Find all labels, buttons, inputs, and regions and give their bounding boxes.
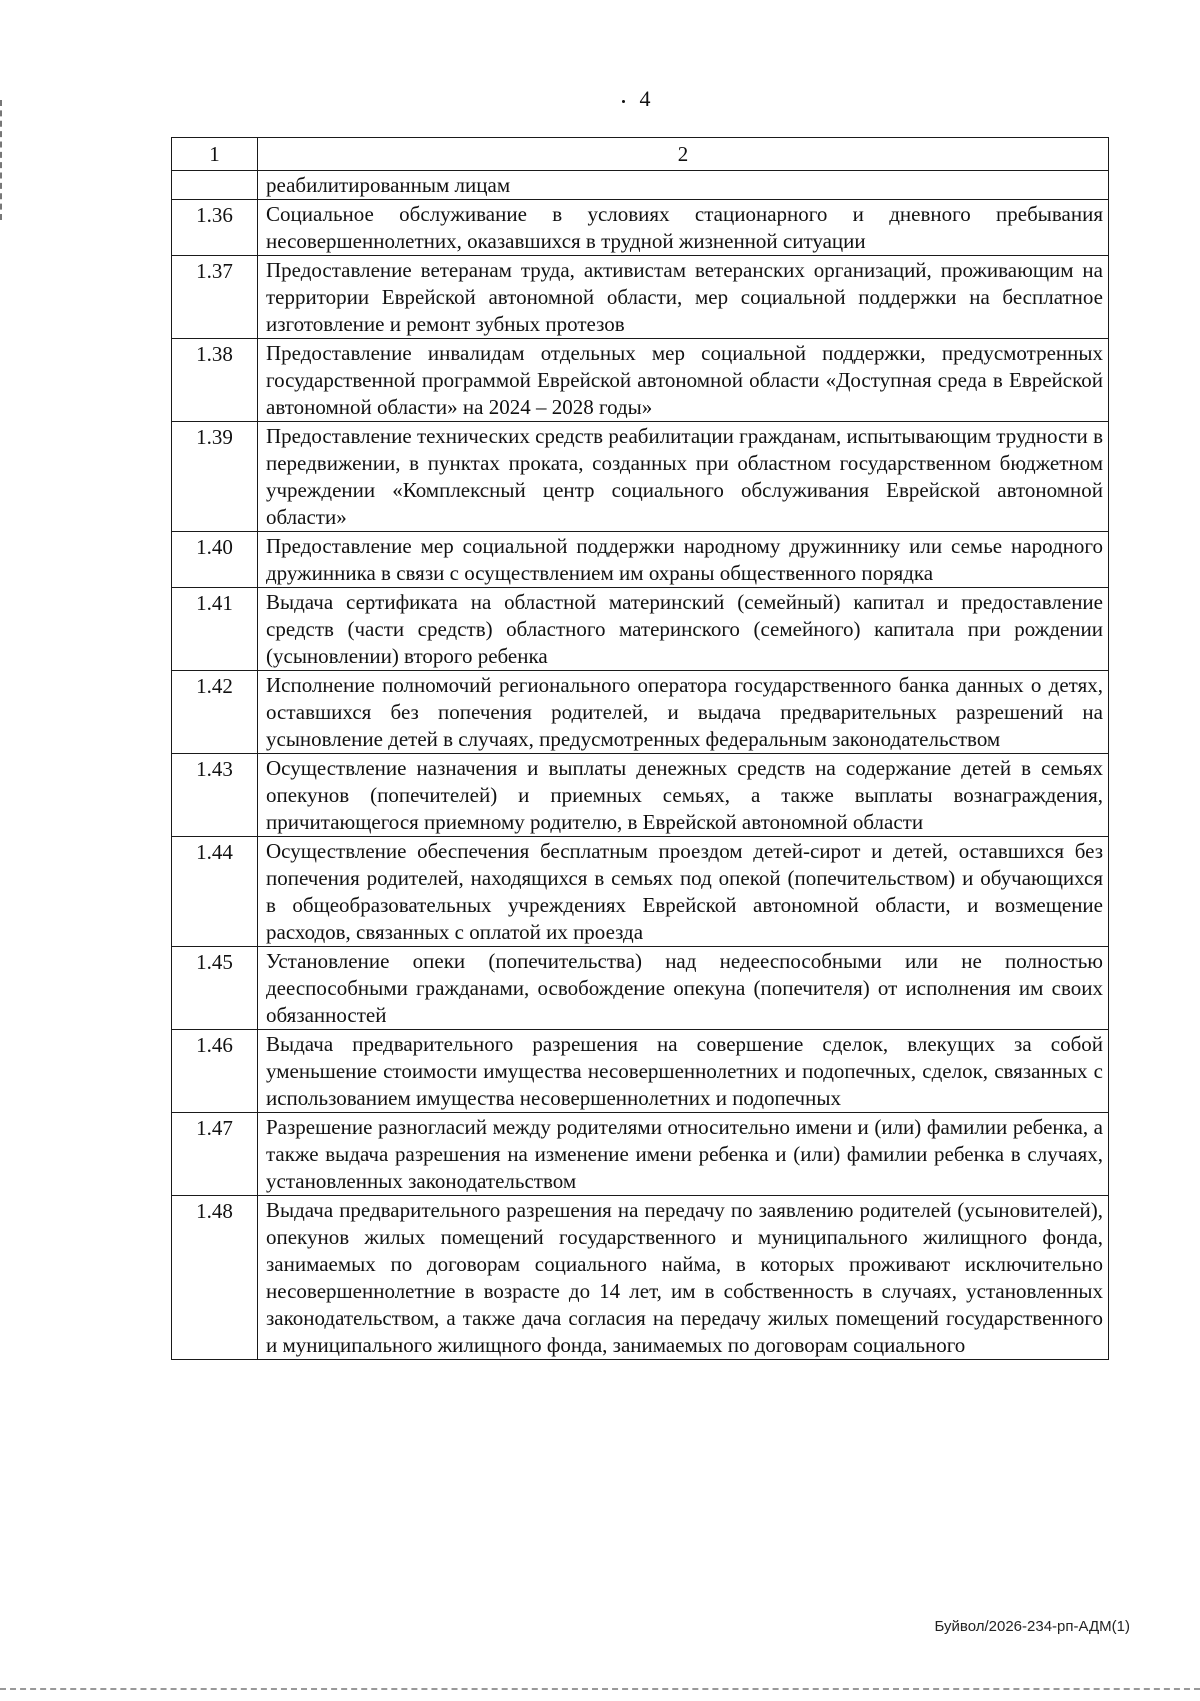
- row-text: Разрешение разногласий между родителями относительно имени и (или) фамилии ребенка, а также выдача разрешения на изменение имени ребенка и (или) фамилии ребенка в случаях, установленных законодательством: [258, 1113, 1109, 1196]
- table-row: [172, 588, 1109, 671]
- row-text: Установление опеки (попечительства) над недееспособными или не полностью дееспособными гражданами, освобождение опекуна (попечителя) от исполнения им своих обязанностей: [258, 947, 1109, 1030]
- row-number: 1.39: [172, 422, 258, 532]
- row-number: 1.46: [172, 1030, 258, 1113]
- table-row: [172, 171, 1109, 200]
- row-text: Осуществление назначения и выплаты денежных средств на содержание детей в семьях опекунов (попечителей) и приемных семьях, а также выплаты вознаграждения, причитающегося приемному родителю, в Еврейской автономной области: [258, 754, 1109, 837]
- row-text: реабилитированным лицам: [258, 171, 1109, 200]
- row-text: Предоставление технических средств реабилитации гражданам, испытывающим трудности в передвижении, в пунктах проката, созданных при областном государственном бюджетном учреждении «Комплексный центр социального обслуживания Еврейской автономной области»: [258, 422, 1109, 532]
- table-header-row: [172, 138, 1109, 171]
- table-row: [172, 339, 1109, 422]
- row-text: Выдача предварительного разрешения на совершение сделок, влекущих за собой уменьшение стоимости имущества несовершеннолетних и подопечных, сделок, связанных с использованием имущества несовершеннолетних и подопечных: [258, 1030, 1109, 1113]
- row-number: 1.45: [172, 947, 258, 1030]
- scan-edge-marks: [0, 100, 6, 220]
- table-row: [172, 1196, 1109, 1360]
- table-row: [172, 256, 1109, 339]
- table-row: [172, 754, 1109, 837]
- row-number: 1.47: [172, 1113, 258, 1196]
- row-text: Социальное обслуживание в условиях стационарного и дневного пребывания несовершеннолетних, оказавшихся в трудной жизненной ситуации: [258, 200, 1109, 256]
- row-text: Предоставление ветеранам труда, активистам ветеранских организаций, проживающим на территории Еврейской автономной области, мер социальной поддержки на бесплатное изготовление и ремонт зубных протезов: [258, 256, 1109, 339]
- column-header-service: 2: [258, 138, 1109, 171]
- table-row: [172, 532, 1109, 588]
- row-number: 1.43: [172, 754, 258, 837]
- row-number: 1.42: [172, 671, 258, 754]
- column-header-number: 1: [172, 138, 258, 171]
- table-row: [172, 1113, 1109, 1196]
- row-number: 1.48: [172, 1196, 258, 1360]
- row-number: 1.41: [172, 588, 258, 671]
- row-text: Осуществление обеспечения бесплатным проездом детей-сирот и детей, оставшихся без попечения родителей, находящихся в семьях под опекой (попечительством) и обучающихся в общеобразовательных учреждениях Еврейской автономной области, и возмещение расходов, связанных с оплатой их проезда: [258, 837, 1109, 947]
- table-row: [172, 947, 1109, 1030]
- page-number: 4: [639, 86, 651, 111]
- table-row: [172, 422, 1109, 532]
- row-number: 1.37: [172, 256, 258, 339]
- row-text: Выдача предварительного разрешения на передачу по заявлению родителей (усыновителей), опекунов жилых помещений государственного и муниципального жилищного фонда, занимаемых по договорам социального найма, в которых проживают исключительно несовершеннолетние в возрасте до 14 лет, им в собственность в случаях, установленных законодательством, а также дача согласия на передачу жилых помещений государственного и муниципального жилищного фонда, занимаемых по договорам социального: [258, 1196, 1109, 1360]
- row-text: Исполнение полномочий регионального оператора государственного банка данных о детях, оставшихся без попечения родителей, и выдача предварительных разрешений на усыновление детей в случаях, предусмотренных федеральным законодательством: [258, 671, 1109, 754]
- row-number: 1.44: [172, 837, 258, 947]
- row-text: Предоставление инвалидам отдельных мер социальной поддержки, предусмотренных государственной программой Еврейской автономной области «Доступная среда в Еврейской автономной области» на 2024 – 2028 годы»: [258, 339, 1109, 422]
- table-row: [172, 671, 1109, 754]
- row-text: Выдача сертификата на областной материнский (семейный) капитал и предоставление средств (части средств) областного материнского (семейного) капитала при рождении (усыновлении) второго ребенка: [258, 588, 1109, 671]
- row-number: 1.38: [172, 339, 258, 422]
- table-row: [172, 837, 1109, 947]
- table-row: [172, 200, 1109, 256]
- scan-bottom-edge: [0, 1688, 1200, 1693]
- row-number: 1.36: [172, 200, 258, 256]
- table-row: [172, 1030, 1109, 1113]
- document-code: Буйвол/2026-234-рп-АДМ(1): [934, 1618, 1130, 1635]
- row-number: [172, 171, 258, 200]
- row-number: 1.40: [172, 532, 258, 588]
- services-table: [171, 137, 1109, 1360]
- row-text: Предоставление мер социальной поддержки народному дружиннику или семье народного дружинника в связи с осуществлением им охраны общественного порядка: [258, 532, 1109, 588]
